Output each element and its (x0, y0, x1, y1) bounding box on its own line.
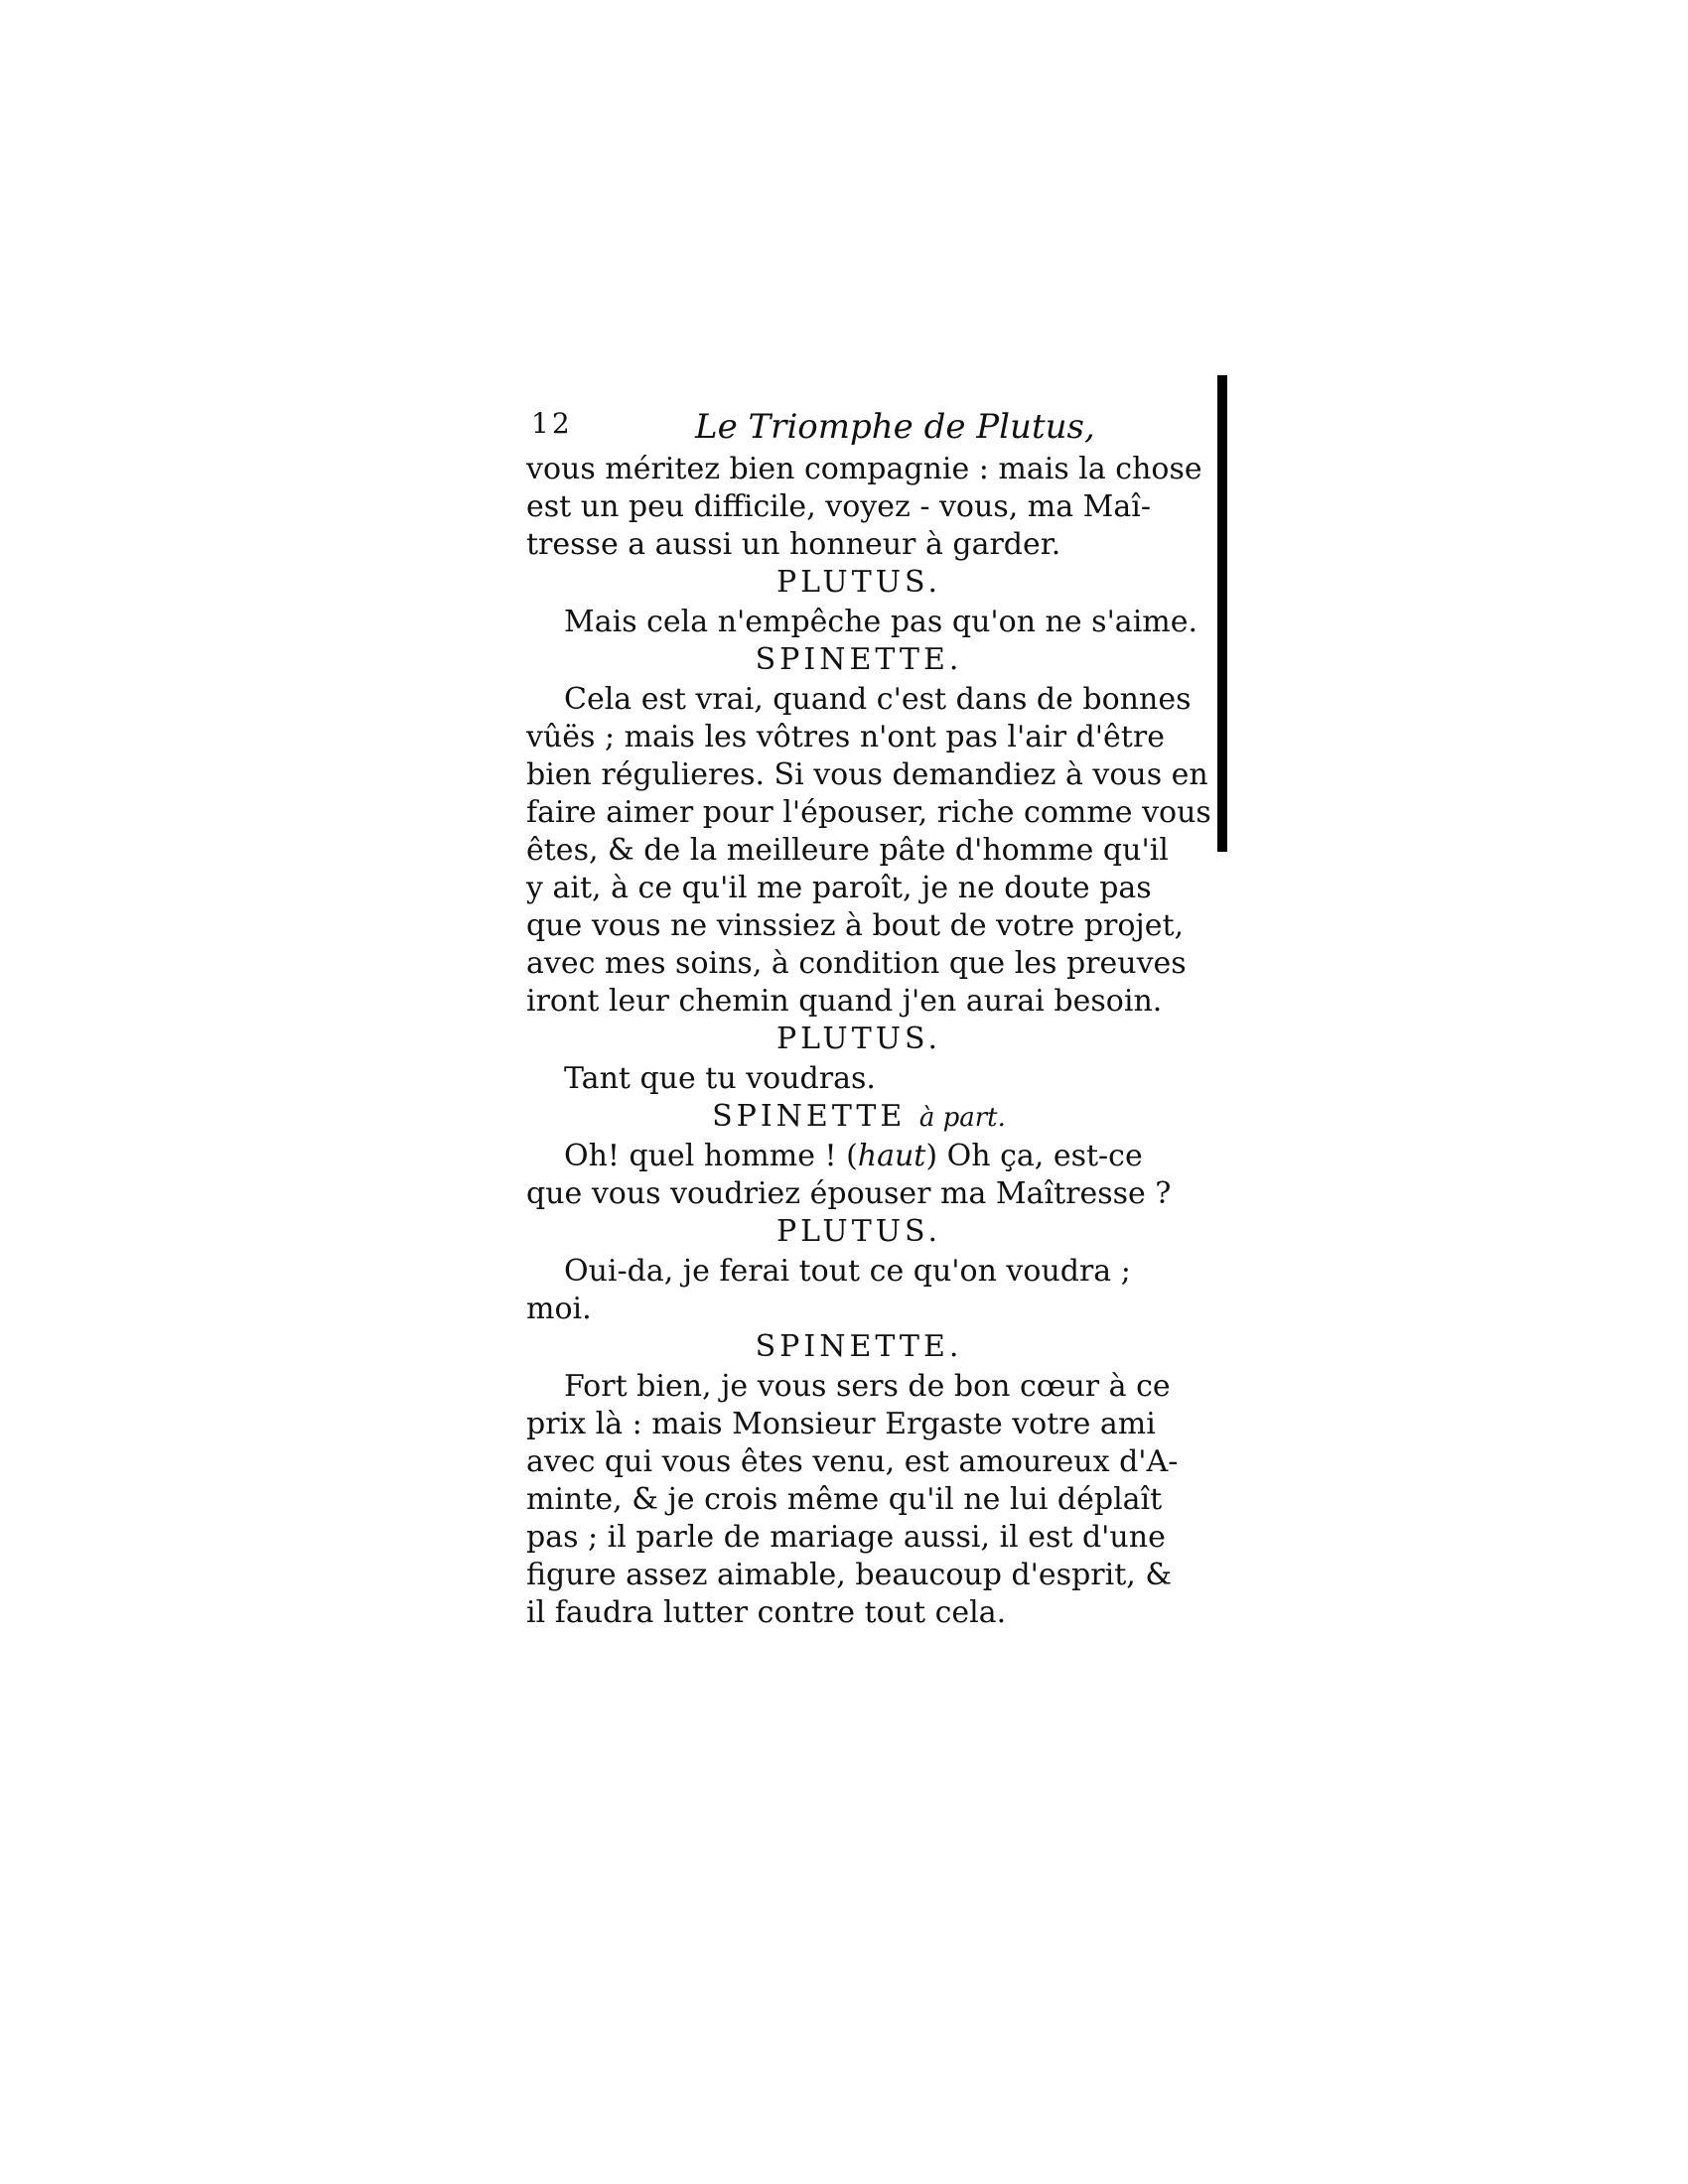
text-line: il faudra lutter contre tout cela. (526, 1595, 1007, 1630)
speaker-heading: PLUTUS. (775, 1022, 942, 1056)
speaker-name: SPINETTE (712, 1099, 907, 1134)
text-line: y ait, à ce qu'il me paroît, je ne doute pas (526, 871, 1152, 905)
speaker-heading: PLUTUS. (775, 565, 942, 600)
text-line: que vous ne vinssiez à bout de votre projet, (526, 908, 1185, 943)
page-edge-rule (1217, 375, 1227, 852)
text-line: avec mes soins, à condition que les preuves (526, 946, 1187, 981)
text-line: bien régulieres. Si vous demandiez à vous en (526, 757, 1208, 792)
text-line: faire aimer pour l'épouser, riche comme vous (526, 795, 1211, 830)
text-line: moi. (526, 1292, 592, 1326)
text-line (526, 1138, 1192, 1175)
text-line: Oui-da, je ferai tout ce qu'on voudra ; (564, 1254, 1131, 1289)
text-line: êtes, & de la meilleure pâte d'homme qu'il (526, 833, 1169, 868)
text-line: pas ; il parle de mariage aussi, il est d'une (526, 1520, 1166, 1555)
text-fragment: Oh! quel homme ! ( (564, 1139, 858, 1173)
text-line: vûës ; mais les vôtres n'ont pas l'air d'être (526, 720, 1165, 754)
page-number: 12 (531, 407, 573, 440)
text-line: est un peu difficile, voyez - vous, ma Maî- (526, 489, 1151, 524)
text-line: Mais cela n'empêche pas qu'on ne s'aime. (564, 605, 1198, 639)
page-header (526, 407, 1192, 451)
text-line: Tant que tu voudras. (564, 1061, 876, 1096)
text-line: prix là : mais Monsieur Ergaste votre ami (526, 1407, 1156, 1441)
text-fragment: ) Oh ça, est-ce (925, 1139, 1143, 1173)
running-title: Le Triomphe de Plutus, (695, 407, 1095, 447)
stage-direction: à part. (918, 1103, 1006, 1133)
text-line: que vous voudriez épouser ma Maîtresse ? (526, 1176, 1172, 1211)
text-line: Cela est vrai, quand c'est dans de bonnes (564, 682, 1192, 717)
book-page (526, 407, 1211, 1797)
text-line: tresse a aussi un honneur à garder. (526, 527, 1061, 562)
text-line: minte, & je crois même qu'il ne lui déplaît (526, 1482, 1163, 1517)
text-line: Fort bien, je vous sers de bon cœur à ce (564, 1369, 1171, 1404)
stage-direction: haut (857, 1139, 926, 1173)
text-line: figure assez aimable, beaucoup d'esprit, & (526, 1558, 1173, 1592)
text-line: iront leur chemin quand j'en aurai besoin. (526, 984, 1163, 1019)
speaker-heading: PLUTUS. (775, 1214, 942, 1249)
speaker-heading: SPINETTE. (755, 1329, 963, 1364)
speaker-heading: SPINETTE. (755, 642, 963, 677)
text-line: avec qui vous êtes venu, est amoureux d'A- (526, 1444, 1179, 1479)
text-line: vous méritez bien compagnie : mais la chose (526, 452, 1202, 486)
speaker-heading (526, 1098, 1192, 1138)
page-edge-rule-tail (1224, 834, 1226, 846)
